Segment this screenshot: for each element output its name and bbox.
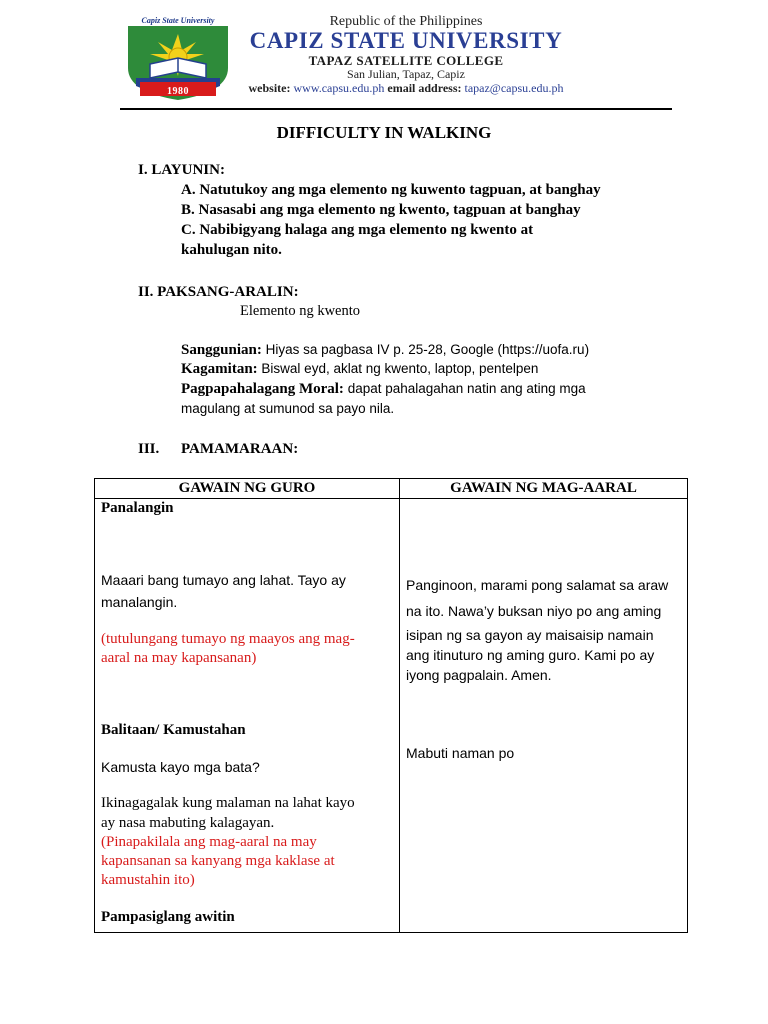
sanggunian-value: Hiyas sa pagbasa IV p. 25-28, Google (https://uofa.ru) (261, 342, 590, 357)
header-college-name: TAPAZ SATELLITE COLLEGE (308, 53, 504, 68)
moral-value-cont: magulang at sumunod sa payo nila. (181, 401, 395, 416)
layunin-item-a: A. Natutukoy ang mga elemento ng kuwento tagpuan, at banghay (181, 182, 601, 198)
teacher-balitaan: Balitaan/ Kamustahan (101, 722, 246, 738)
document-title: DIFFICULTY IN WALKING (276, 123, 492, 142)
teacher-note-2-line1: (Pinapakilala ang mag-aaral na may (101, 834, 317, 850)
layunin-item-b: B. Nasasabi ang mga elemento ng kwento, tagpuan at banghay (181, 202, 581, 218)
pamamaraan-heading: PAMAMARAAN: (181, 441, 299, 457)
seal-year: 1980 (167, 86, 189, 97)
teacher-note-2-line2: kapansanan sa kanyang mga kaklase at (101, 853, 335, 869)
layunin-item-c: C. Nabibigyang halaga ang mga elemento ng kwento at (181, 222, 534, 238)
sanggunian-label: Sanggunian: (181, 342, 262, 358)
table-column-divider (399, 479, 400, 932)
teacher-note-2-line3: kamustahin ito) (101, 872, 195, 888)
layunin-heading: I. LAYUNIN: (138, 162, 225, 178)
teacher-panalangin: Panalangin (101, 500, 174, 516)
table-header-divider (95, 498, 687, 499)
sanggunian-line (181, 342, 589, 359)
teacher-kamusta: Kamusta kayo mga bata? (101, 759, 260, 775)
student-prayer-line1: Panginoon, marami pong salamat sa araw (406, 577, 669, 593)
header-university-name: CAPIZ STATE UNIVERSITY (249, 28, 563, 53)
header-republic: Republic of the Philippines (329, 14, 483, 29)
table-header-student: GAWAIN NG MAG-AARAL (450, 480, 637, 496)
email-link[interactable]: tapaz@capsu.edu.ph (464, 81, 564, 95)
website-link[interactable]: www.capsu.edu.ph (293, 81, 385, 95)
student-reply: Mabuti naman po (406, 745, 515, 761)
kagamitan-line (181, 361, 538, 378)
moral-label: Pagpapahalagang Moral: (181, 381, 344, 397)
student-prayer-line4: ang itinuturo ng aming guro. Kami po ay (406, 647, 655, 663)
paksang-aralin-heading: II. PAKSANG-ARALIN: (138, 284, 299, 300)
website-label: website: (248, 81, 291, 95)
university-seal (122, 12, 234, 102)
kagamitan-label: Kagamitan: (181, 361, 258, 377)
header-divider (120, 108, 672, 110)
header-address: San Julian, Tapaz, Capiz (347, 67, 465, 81)
teacher-ikinagagalak-line1: Ikinagagalak kung malaman na lahat kayo (101, 795, 355, 811)
teacher-ikinagagalak-line2: ay nasa mabuting kalagayan. (101, 815, 275, 831)
student-prayer-line3: isipan ng sa gayon ay maisaisip namain (406, 627, 654, 643)
student-prayer-line5: iyong pagpalain. Amen. (406, 667, 552, 683)
moral-value: dapat pahalagahan natin ang ating mga (343, 381, 586, 396)
kagamitan-value: Biswal eyd, aklat ng kwento, laptop, pentelpen (257, 361, 539, 376)
email-label: email address: (387, 81, 462, 95)
teacher-tayo-line2: manalangin. (101, 594, 178, 610)
moral-line (181, 381, 586, 398)
teacher-tayo-line1: Maaari bang tumayo ang lahat. Tayo ay (101, 572, 346, 588)
paksang-aralin-topic: Elemento ng kwento (240, 303, 361, 319)
header-contact (236, 81, 576, 96)
pamamaraan-numeral: III. (138, 441, 160, 457)
student-prayer-line2: na ito. Nawa’y buksan niyo po ang aming (406, 603, 662, 619)
activity-table (94, 478, 688, 933)
teacher-note-1-line2: aaral na may kapansanan) (101, 650, 257, 666)
teacher-pampasigla: Pampasiglang awitin (101, 909, 235, 925)
table-header-teacher: GAWAIN NG GURO (178, 480, 316, 496)
layunin-item-c-cont: kahulugan nito. (181, 242, 282, 258)
seal-university-text: Capiz State University (141, 16, 215, 25)
teacher-note-1-line1: (tutulungang tumayo ng maayos ang mag- (101, 631, 355, 647)
